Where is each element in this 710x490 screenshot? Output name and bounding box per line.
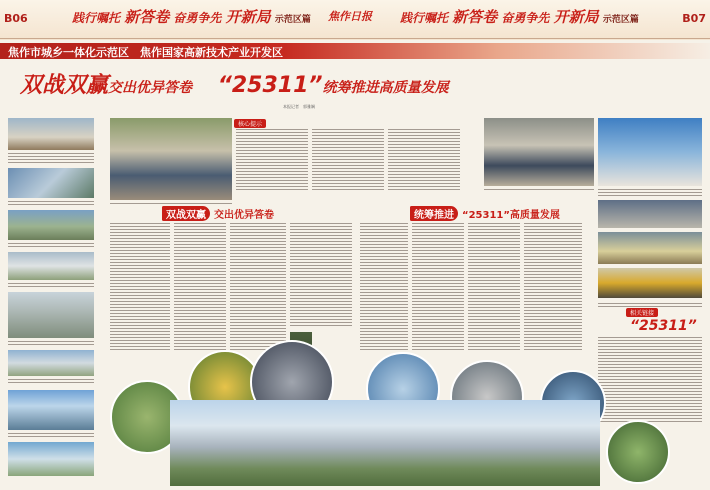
sidebar-tag: 相关链接: [626, 308, 658, 317]
core-note-col-1: [236, 128, 308, 192]
byline: 本报记者 郭雅娴: [283, 104, 315, 109]
photo-top-right: [484, 118, 594, 186]
slogan-right-e: 示范区篇: [602, 15, 639, 25]
photo-left-8: [8, 442, 94, 476]
slogan-left-d: 开新局: [225, 8, 271, 26]
subheader-bar: [0, 43, 710, 59]
caption-left-7: [8, 432, 94, 438]
masthead-rule: [0, 38, 710, 39]
body-col-2: [174, 222, 226, 350]
body-col-1: [110, 222, 170, 350]
slogan-left: [72, 6, 311, 27]
photo-left-6: [8, 350, 94, 376]
masthead-band: [0, 0, 710, 40]
caption-left-3: [8, 242, 94, 248]
photo-top-right-2: [598, 118, 702, 186]
section-head-left: [162, 206, 274, 221]
title-part3: “25311”: [217, 73, 323, 98]
section-right-pill: 统筹推进: [410, 206, 458, 221]
core-note-col-2: [312, 128, 384, 192]
core-note-tag: 核心提示: [234, 119, 266, 128]
section-left-pill: 双战双赢: [162, 206, 210, 221]
caption-left-6: [8, 378, 94, 384]
paper-name-logo: 焦作日报: [328, 10, 372, 23]
slogan-left-c: 奋勇争先: [173, 11, 222, 25]
page-number-left: B06: [4, 12, 28, 25]
photo-left-5: [8, 292, 94, 338]
photo-right-2: [598, 232, 702, 264]
slogan-left-e: 示范区篇: [274, 15, 311, 25]
title-part2: 交出优异答卷: [108, 80, 193, 96]
circle-photo-7: [606, 420, 670, 484]
photo-left-2: [8, 168, 94, 198]
page-number-right: B07: [682, 12, 706, 25]
body-col-8: [524, 222, 582, 350]
title-part4: 统筹推进高质量发展: [322, 80, 449, 96]
slogan-right-a: 践行嘱托: [400, 11, 449, 25]
body-col-4: [290, 222, 352, 328]
subheader-text: 焦作市城乡一体化示范区 焦作国家高新技术产业开发区: [8, 46, 283, 59]
photo-city-panorama: [170, 400, 600, 486]
slogan-right-d: 开新局: [553, 8, 599, 26]
core-note-col-3: [388, 128, 460, 192]
slogan-left-a: 践行嘱托: [72, 11, 121, 25]
body-col-7: [468, 222, 520, 350]
photo-right-1: [598, 200, 702, 228]
caption-left-1: [8, 152, 94, 164]
caption-left-5: [8, 340, 94, 346]
main-title: [20, 68, 690, 99]
body-col-6: [412, 222, 464, 350]
slogan-right-c: 奋勇争先: [501, 11, 550, 25]
photo-right-loaders: [598, 268, 702, 298]
title-part1: 双战双赢: [20, 73, 109, 98]
photo-left-4: [8, 252, 94, 280]
section-left-rest: 交出优异答卷: [214, 210, 274, 221]
body-col-5: [360, 222, 408, 350]
photo-left-1: [8, 118, 94, 150]
photo-top-group: [110, 118, 232, 200]
caption-left-2: [8, 200, 94, 206]
caption-top-right-2: [598, 188, 702, 196]
sidebar-number: “25311”: [630, 318, 697, 334]
caption-left-4: [8, 282, 94, 288]
slogan-left-b: 新答卷: [124, 8, 170, 26]
slogan-right-b: 新答卷: [452, 8, 498, 26]
section-head-right: [410, 206, 560, 221]
slogan-right: [400, 6, 639, 27]
section-right-rest: “25311”高质量发展: [462, 210, 560, 221]
caption-top-right: [484, 188, 594, 192]
sidebar-text: [598, 336, 702, 424]
body-col-3: [230, 222, 286, 350]
photo-left-bridge: [8, 390, 94, 430]
photo-left-3: [8, 210, 94, 240]
